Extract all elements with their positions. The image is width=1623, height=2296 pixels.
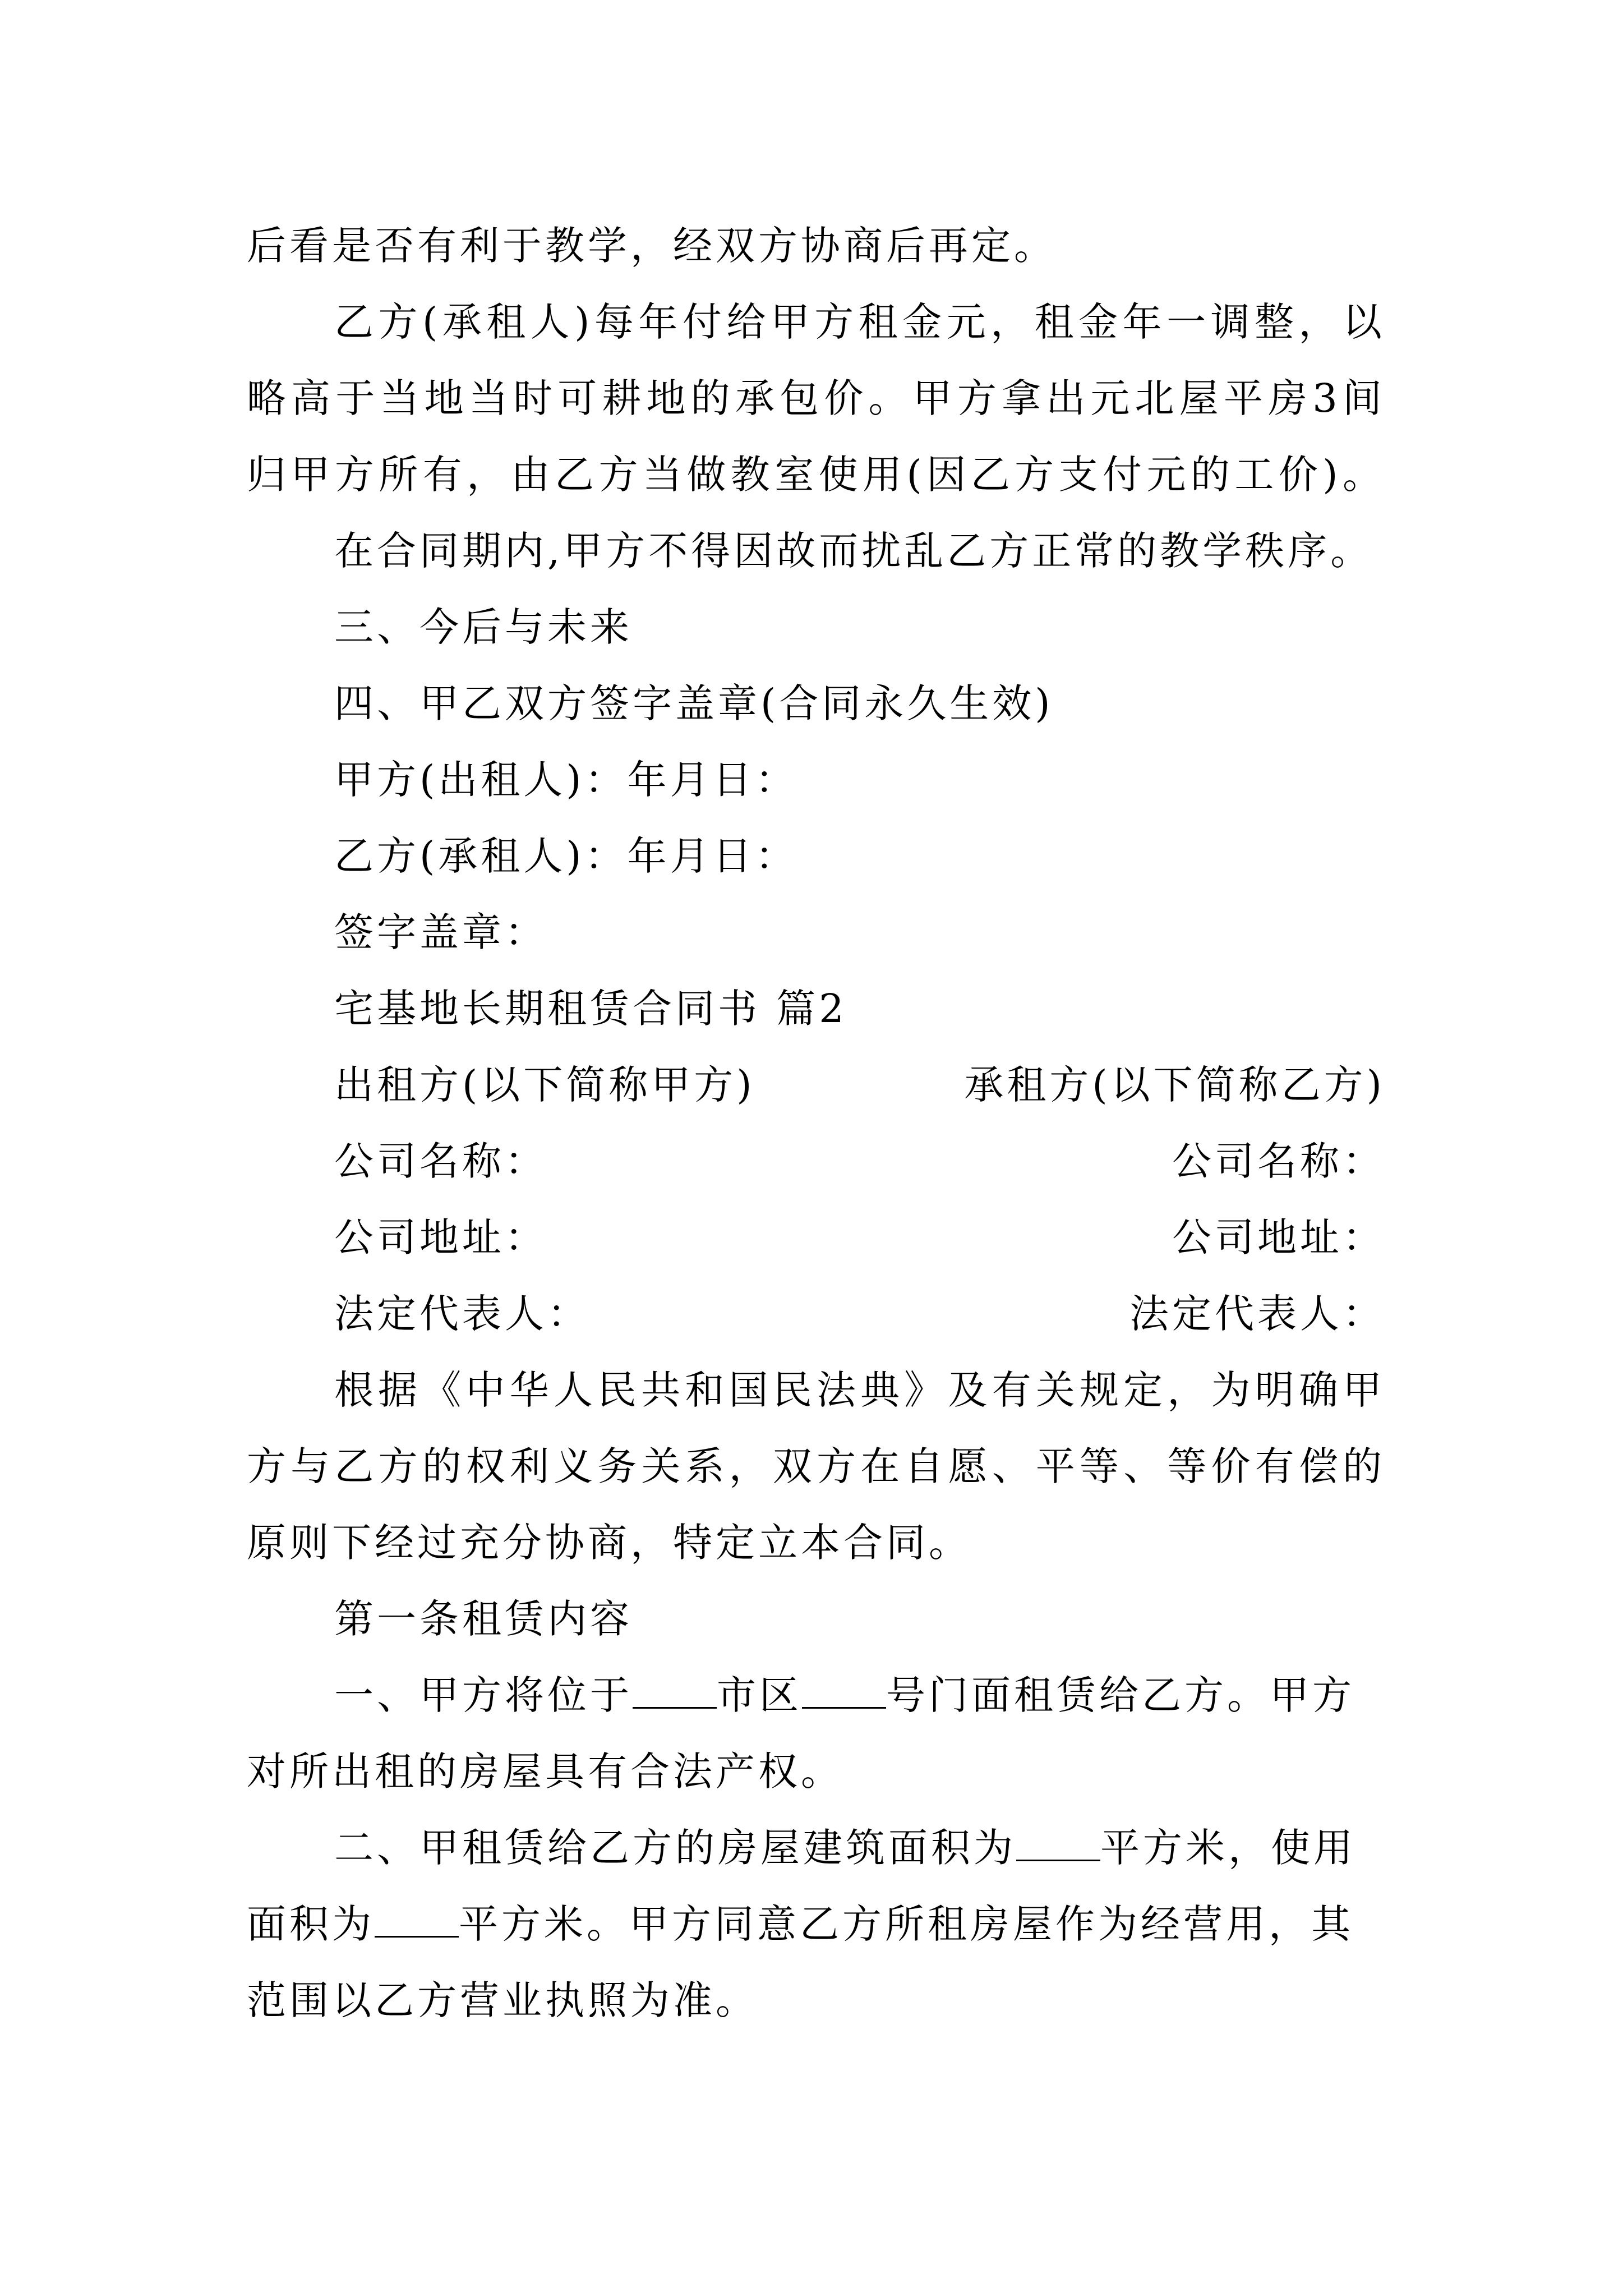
signature-line: 签字盖章：	[334, 909, 547, 955]
text-segment: 市区	[717, 1672, 802, 1718]
text-segment: 二、甲租赁给乙方的房屋建筑面积为	[334, 1825, 1016, 1871]
party-left: 出租方(以下简称甲方)	[334, 1062, 755, 1108]
party-left: 公司地址：	[334, 1214, 547, 1260]
signature-line: 乙方(承租人)：年月日：	[334, 833, 798, 879]
text-line	[247, 1810, 1385, 1886]
text-line: 后看是否有利于教学，经双方协商后再定。	[247, 223, 1057, 269]
party-left: 公司名称：	[334, 1138, 547, 1184]
party-row	[247, 1199, 1385, 1276]
fill-blank	[375, 1907, 459, 1938]
text-segment: 平方米。甲方同意乙方所租房屋作为经营用，其	[459, 1901, 1354, 1947]
section-heading: 三、今后与未来	[334, 604, 633, 650]
party-row	[247, 1276, 1385, 1352]
text-line	[247, 1886, 1385, 1962]
text-line: 归甲方所有，由乙方当做教室使用(因乙方支付元的工价)。	[247, 452, 1385, 498]
text-segment: 一、甲方将位于	[334, 1672, 633, 1718]
party-right: 承租方(以下简称乙方)	[964, 1062, 1385, 1108]
party-right: 法定代表人：	[1129, 1291, 1385, 1337]
text-line: 原则下经过充分协商，特定立本合同。	[247, 1520, 971, 1566]
fill-blank	[1016, 1830, 1100, 1861]
text-line: 范围以乙方营业执照为准。	[247, 1977, 758, 2023]
text-segment: 号门面租赁给乙方。甲方	[886, 1672, 1355, 1718]
section-heading: 四、甲乙双方签字盖章(合同永久生效)	[334, 680, 1054, 726]
contract-title: 宅基地长期租赁合同书 篇2	[334, 986, 847, 1032]
fill-blank	[633, 1678, 717, 1709]
party-row	[247, 1047, 1385, 1123]
signature-line: 甲方(出租人)：年月日：	[334, 757, 798, 803]
document-body	[247, 208, 1385, 2039]
party-right: 公司地址：	[1172, 1214, 1385, 1260]
text-segment: 面积为	[247, 1901, 375, 1947]
fill-blank	[802, 1678, 886, 1709]
party-right: 公司名称：	[1172, 1138, 1385, 1184]
text-line: 在合同期内,甲方不得因故而扰乱乙方正常的教学秩序。	[334, 528, 1373, 574]
text-line: 略高于当地当时可耕地的承包价。甲方拿出元北屋平房3间	[247, 375, 1385, 421]
text-line: 根据《中华人民共和国民法典》及有关规定，为明确甲	[334, 1367, 1385, 1413]
text-line	[247, 1657, 1385, 1733]
text-line: 对所出租的房屋具有合法产权。	[247, 1749, 843, 1795]
text-segment: 平方米，使用	[1100, 1825, 1356, 1871]
party-left: 法定代表人：	[334, 1291, 590, 1337]
party-row	[247, 1123, 1385, 1199]
text-line: 乙方(承租人)每年付给甲方租金元，租金年一调整，以	[334, 299, 1385, 345]
text-line: 方与乙方的权利义务关系，双方在自愿、平等、等价有偿的	[247, 1443, 1385, 1489]
article-heading: 第一条租赁内容	[334, 1596, 633, 1642]
